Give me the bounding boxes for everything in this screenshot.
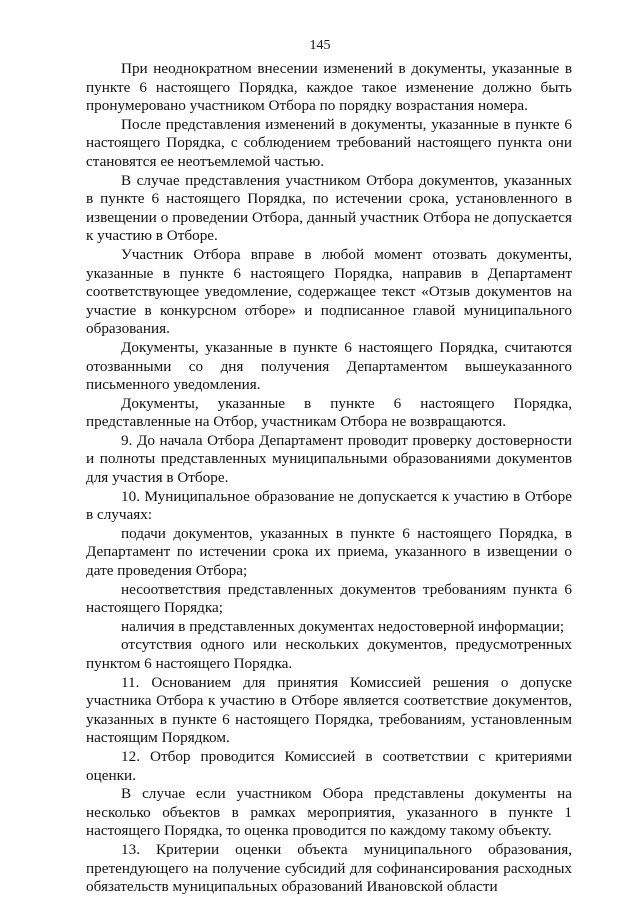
paragraph: В случае представления участником Отбора документов, указанных в пункте 6 настоящего Порядка, по истечении срока, установленного в извещении о проведении Отбора, данный участник Отбора не допускается к участию в Отборе. bbox=[86, 171, 572, 245]
list-item: несоответствия представленных документов требованиям пункта 6 настоящего Порядка; bbox=[86, 580, 572, 617]
paragraph: 10. Муниципальное образование не допускается к участию в Отборе в случаях: bbox=[86, 487, 572, 524]
list-item: отсутствия одного или нескольких документов, предусмотренных пунктом 6 настоящего Порядка. bbox=[86, 636, 572, 672]
paragraph: После представления изменений в документы, указанные в пункте 6 настоящего Порядка, с соблюдением требований настоящего пункта они становятся ее неотъемлемой частью. bbox=[86, 115, 572, 170]
paragraph: 11. Основанием для принятия Комиссией решения о допуске участника Отбора к участию в Отборе является соответствие документов, указанных в пункте 6 настоящего Порядка, требованиям, установленным настоящим Порядком. bbox=[86, 673, 572, 747]
paragraph: 9. До начала Отбора Департамент проводит проверку достоверности и полноты представленных муниципальными образованиями документов для участия в Отборе. bbox=[86, 431, 572, 487]
document-body bbox=[86, 60, 572, 897]
list-item: подачи документов, указанных в пункте 6 настоящего Порядка, в Департамент по истечении срока их приема, указанного в извещении о дате проведения Отбора; bbox=[86, 524, 572, 580]
list-item: наличия в представленных документах недостоверной информации; bbox=[121, 617, 565, 635]
paragraph: При неоднократном внесении изменений в документы, указанные в пункте 6 настоящего Порядка, каждое такое изменение должно быть пронумеровано участником Отбора по порядку возрастания номера. bbox=[86, 60, 572, 115]
page-number: 145 bbox=[309, 38, 331, 53]
paragraph: Документы, указанные в пункте 6 настоящего Порядка, представленные на Отбор, участникам Отбора не возвращаются. bbox=[86, 394, 572, 431]
paragraph: Участник Отбора вправе в любой момент отозвать документы, указанные в пункте 6 настоящего Порядка, направив в Департамент соответствующее уведомление, содержащее текст «Отзыв документов на участие в конкурсном отборе» и подписанное главой муниципального образования. bbox=[86, 245, 572, 338]
paragraph: В случае если участником Обора представлены документы на несколько объектов в рамках мероприятия, указанного в пункте 1 настоящего Порядка, то оценка проводится по каждому такому объекту. bbox=[86, 785, 572, 840]
paragraph: 13. Критерии оценки объекта муниципального образования, претендующего на получение субсидий для софинансирования расходных обязательств муниципальных образований Ивановской области bbox=[86, 840, 572, 896]
paragraph: 12. Отбор проводится Комиссией в соответствии с критериями оценки. bbox=[86, 747, 572, 784]
paragraph: Документы, указанные в пункте 6 настоящего Порядка, считаются отозванными со дня получения Департаментом вышеуказанного письменного уведомления. bbox=[86, 338, 572, 394]
